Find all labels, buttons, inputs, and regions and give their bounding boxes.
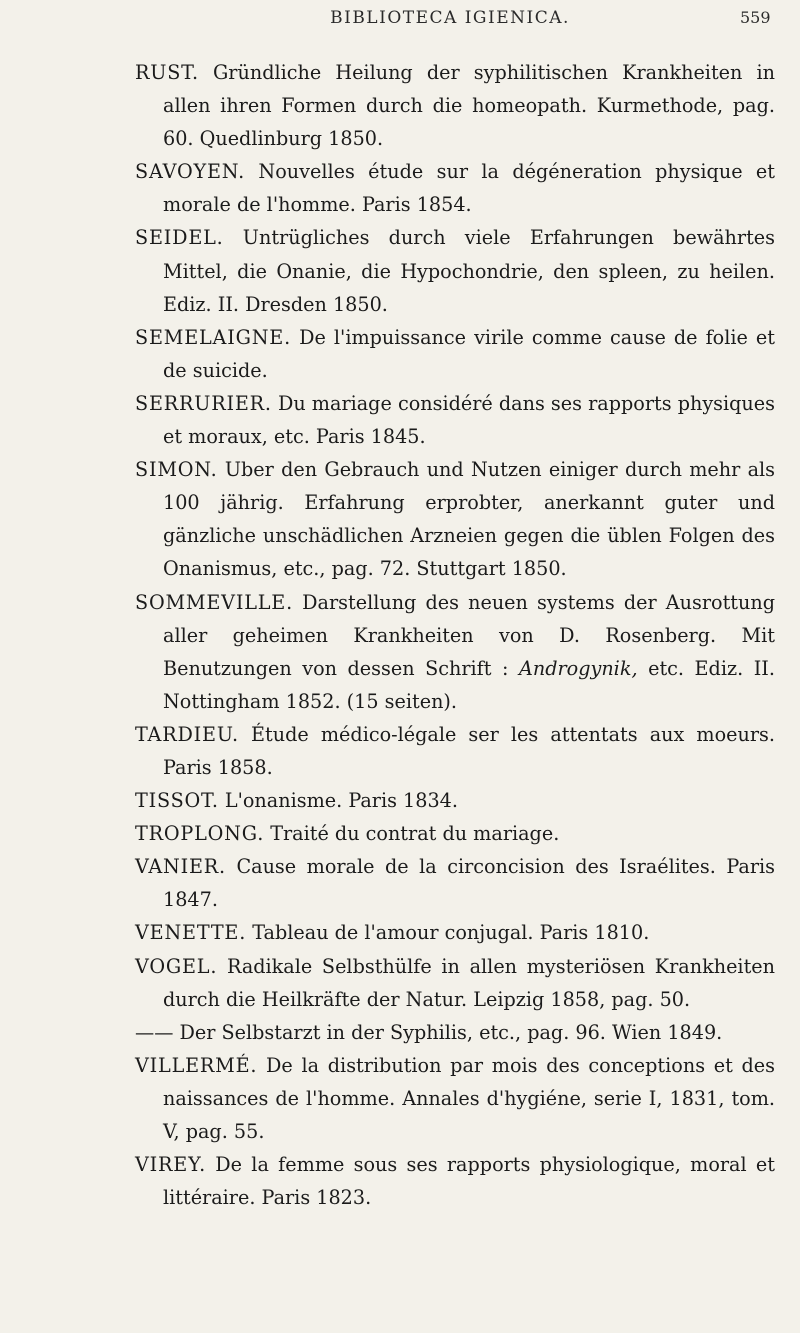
entry-text: De la distribution par mois des conceptions et des naissances de l'homme. Annales d'hygiéne, serie I, 1831, tom. V, pag. 55. [163, 1053, 775, 1143]
ditto-dash: —— [135, 1020, 174, 1044]
entry-author: SERRURIER. [135, 391, 272, 415]
entry-author: SEIDEL. [135, 226, 224, 250]
bibliography-entry [135, 1148, 775, 1214]
entry-author: SIMON. [135, 458, 218, 482]
bibliography-entry [135, 916, 775, 949]
entry-author: SEMELAIGNE. [135, 325, 292, 349]
bibliography-entry [135, 950, 775, 1016]
entry-author: VANIER. [135, 855, 226, 879]
bibliography-entry [135, 56, 775, 155]
running-head [0, 8, 800, 34]
entry-text: Du mariage considéré dans ses rapports physiques et moraux, etc. Paris 1845. [163, 391, 775, 449]
entry-author: VIREY. [135, 1153, 206, 1177]
entry-author: TARDIEU. [135, 722, 239, 746]
entry-text: Uber den Gebrauch und Nutzen einiger durch mehr als 100 jährig. Erfahrung erprobter, anerkannt guter und gänzliche unschädlichen Arzneien gegen die üblen Folgen des Onanismus, etc., pag. 72. Stuttgart 1850. [163, 458, 775, 581]
bibliography-entry [135, 221, 775, 320]
entry-author: VILLERMÉ. [135, 1053, 258, 1077]
entry-text: Traité du contrat du mariage. [270, 822, 560, 846]
entry-text-continued: etc. Ediz. II. Nottingham 1852. (15 seiten). [163, 656, 775, 713]
bibliography-entry [135, 453, 775, 585]
entry-text: Cause morale de la circoncision des Israélites. Paris 1847. [163, 855, 775, 912]
bibliography-entry [135, 1049, 775, 1148]
bibliography-entry [135, 784, 775, 817]
entry-text: Untrügliches durch viele Erfahrungen bewährtes Mittel, die Onanie, die Hypochondrie, den spleen, zu heilen. Ediz. II. Dresden 1850. [163, 226, 775, 316]
entry-title-italic: Androgynik, [518, 656, 638, 680]
entry-text: Nouvelles étude sur la dégéneration physique et morale de l'homme. Paris 1854. [163, 160, 775, 217]
entry-author: RUST. [135, 61, 199, 84]
bibliography-list [135, 56, 775, 1214]
entry-text: De la femme sous ses rapports physiologique, moral et littéraire. Paris 1823. [163, 1153, 775, 1210]
bibliography-entry [135, 817, 775, 850]
bibliography-entry [135, 155, 775, 221]
entry-text: Radikale Selbsthülfe in allen mysteriösen Krankheiten durch die Heilkräfte der Natur. Leipzig 1858, pag. 50. [163, 954, 775, 1011]
entry-author: TISSOT. [135, 789, 219, 813]
bibliography-entry [135, 850, 775, 916]
entry-author: SAVOYEN. [135, 160, 246, 184]
entry-author: VENETTE. [135, 921, 247, 945]
entry-author: TROPLONG. [135, 822, 265, 846]
entry-text: Étude médico-légale ser les attentats aux moeurs. Paris 1858. [163, 722, 775, 779]
entry-text: L'onanisme. Paris 1834. [224, 789, 458, 813]
bibliography-entry-ditto [135, 1016, 775, 1049]
page-number: 559 [740, 8, 771, 27]
entry-author: SOMMEVILLE. [135, 590, 293, 614]
entry-text: Gründliche Heilung der syphilitischen Krankheiten in allen ihren Formen durch die homeopath. Kurmethode, pag. 60. Quedlinburg 1850. [163, 61, 775, 151]
entry-text: De l'impuissance virile comme cause de folie et de suicide. [163, 325, 775, 382]
entry-author: VOGEL. [135, 954, 218, 978]
running-title: BIBLIOTECA IGIENICA. [330, 8, 570, 28]
entry-text: Darstellung des neuen systems der Ausrottung aller geheimen Krankheiten von D. Rosenberg. Mit Benutzungen von dessen Schrift : [163, 590, 775, 680]
bibliography-entry [135, 586, 775, 718]
bibliography-entry [135, 718, 775, 784]
bibliography-entry [135, 387, 775, 453]
entry-text: Der Selbstarzt in der Syphilis, etc., pag. 96. Wien 1849. [179, 1020, 723, 1044]
entry-text: Tableau de l'amour conjugal. Paris 1810. [252, 921, 650, 945]
bibliography-entry [135, 321, 775, 387]
